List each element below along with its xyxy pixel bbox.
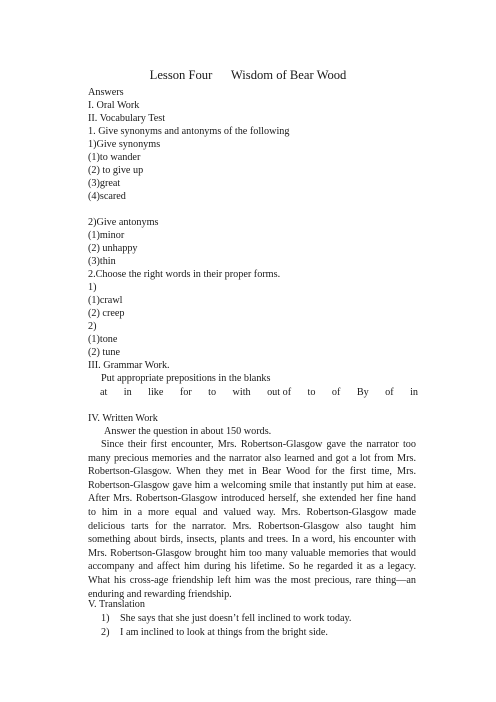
synonym-item: (3)great — [88, 178, 121, 189]
lesson-title: Lesson Four Wisdom of Bear Wood — [149, 68, 347, 82]
antonym-item: (1)minor — [88, 230, 125, 241]
synonym-item: (1)to wander — [88, 152, 141, 163]
word-choice-item: (2) creep — [88, 308, 125, 319]
synonym-item: (2) to give up — [88, 165, 144, 176]
word-choice-item: (1)tone — [88, 334, 118, 345]
preposition-answer: for — [179, 387, 192, 398]
synonyms-header: 1)Give synonyms — [88, 139, 161, 150]
section-vocabulary-test: II. Vocabulary Test — [88, 113, 166, 124]
preposition-answer: to — [307, 387, 316, 398]
translation-text: I am inclined to look at things from the bright side. — [120, 627, 328, 638]
preposition-answer: like — [148, 387, 164, 398]
preposition-answer: out of — [267, 387, 292, 398]
word-choice-item: (2) tune — [88, 347, 120, 358]
written-answer-paragraph: Since their first encounter, Mrs. Robertson-Glasgow gave the narrator too many precious memories and the narrator also learned and got a lot from Mrs. Robertson-Glasgow. When they met in Bear Wood for the first time, Mrs. Robertson-Glasgow gave him a welcoming smile that instantly put him at ease. After Mrs. Robertson-Glasgow introduced herself, she extended her fine hand to him in a more equal and valued way. Mrs. Robertson-Glasgow made delicious tarts for the narrator. Mrs. Robertson-Glasgow also taught him something about birds, insects, plants and trees. In a word, his encounter with Mrs. Robertson-Glasgow brought him too many valuable memories that would accompany and affect him during his lifetime. So he regarded it as a legacy. What his cross-age friendship left him was the most precious, rare thing—an enduring and rewarding friendship. — [88, 439, 416, 600]
preposition-answer: in — [410, 387, 418, 398]
question-1: 1. Give synonyms and antonyms of the following — [88, 126, 290, 137]
translation-number: 2) — [101, 627, 110, 638]
question-2: 2.Choose the right words in their proper forms. — [88, 269, 281, 280]
preposition-answer: to — [208, 387, 217, 398]
synonym-item: (4)scared — [88, 191, 126, 202]
section-translation: V. Translation — [88, 599, 145, 610]
word-choice-item: (1)crawl — [88, 295, 123, 306]
preposition-answer: of — [385, 387, 394, 398]
written-instruction: Answer the question in about 150 words. — [104, 426, 272, 437]
answers-heading: Answers — [88, 87, 124, 98]
antonym-item: (2) unhappy — [88, 243, 138, 254]
antonym-item: (3)thin — [88, 256, 116, 267]
preposition-answer: with — [232, 387, 251, 398]
antonyms-header: 2)Give antonyms — [88, 217, 159, 228]
question-2-part-1: 1) — [88, 282, 97, 293]
grammar-instruction: Put appropriate prepositions in the blanks — [101, 373, 271, 384]
translation-number: 1) — [101, 613, 110, 624]
section-written-work: IV. Written Work — [88, 413, 158, 424]
translation-text: She says that she just doesn’t fell inclined to work today. — [120, 613, 352, 624]
preposition-answer: at — [100, 387, 108, 398]
preposition-answers — [100, 386, 418, 399]
question-2-part-2: 2) — [88, 321, 97, 332]
section-oral-work: I. Oral Work — [88, 100, 140, 111]
preposition-answer: in — [123, 387, 132, 398]
preposition-answer: By — [356, 387, 369, 398]
preposition-answer: of — [331, 387, 341, 398]
section-grammar-work: III. Grammar Work. — [88, 360, 170, 371]
